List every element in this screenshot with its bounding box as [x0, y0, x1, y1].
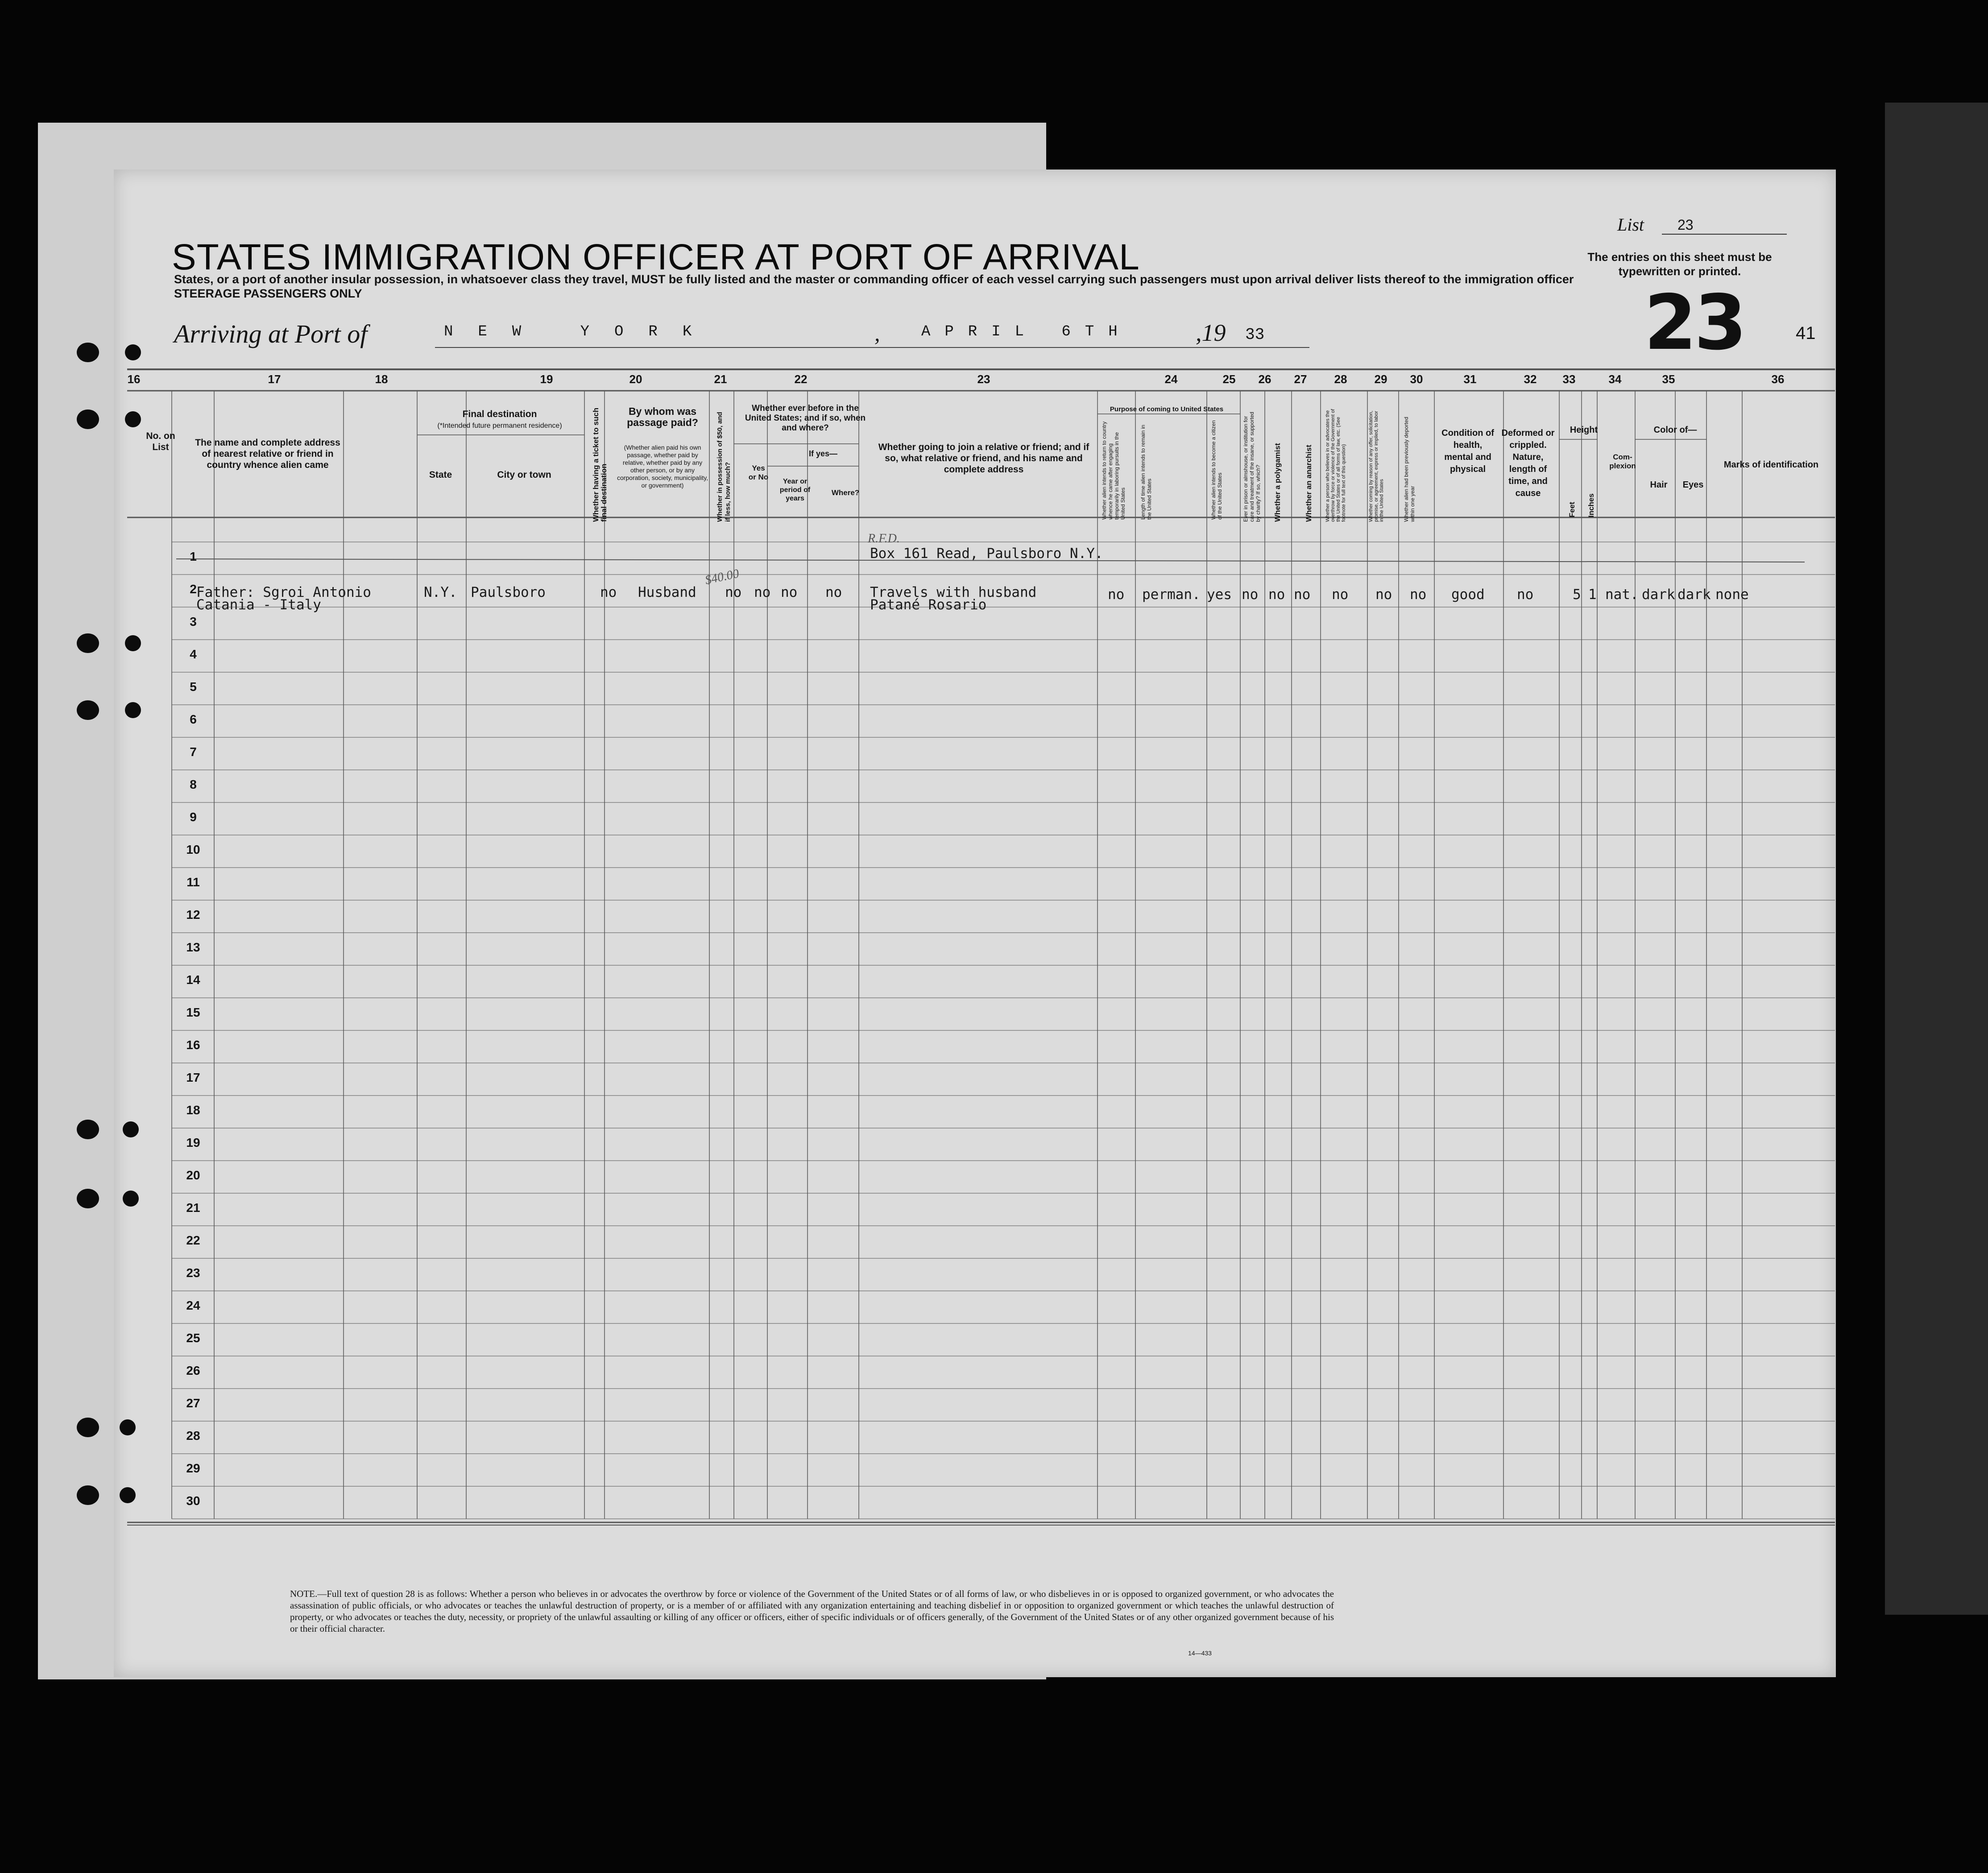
row-number: 5 — [190, 679, 197, 694]
row-number: 26 — [186, 1363, 200, 1377]
row-number: 9 — [190, 810, 197, 824]
column-number: 17 — [268, 372, 281, 386]
row-number: 18 — [186, 1103, 200, 1117]
row-number: 24 — [186, 1298, 200, 1312]
row-number: 19 — [186, 1135, 200, 1149]
row-number: 4 — [190, 647, 197, 661]
column-number: 16 — [127, 372, 141, 386]
binder-hole — [125, 411, 141, 427]
row-number: 10 — [186, 842, 200, 856]
column-number: 24 — [1164, 372, 1178, 386]
row-number: 22 — [186, 1233, 200, 1247]
eyes-value: dark — [1677, 587, 1711, 603]
passage-value: Husband — [638, 584, 696, 600]
rfd-annotation: R.F.D. — [868, 532, 900, 546]
header-ticket: Whether having a ticket to such final destination — [592, 408, 608, 522]
binder-hole — [77, 409, 99, 429]
purpose-length-value: perman. — [1142, 587, 1201, 603]
dest-state: N.Y. — [424, 584, 457, 600]
arrival-port: NEW YORK — [444, 323, 717, 340]
binder-hole — [120, 1419, 136, 1435]
row-number: 11 — [186, 875, 200, 889]
header-eyes: Eyes — [1682, 480, 1704, 490]
binder-hole — [77, 633, 99, 653]
row-number: 1 — [190, 549, 197, 563]
row1-address: Box 161 Read, Paulsboro N.Y. — [870, 546, 1103, 562]
column-number: 18 — [375, 372, 388, 386]
column-number: 22 — [794, 372, 808, 386]
column-number: 34 — [1608, 372, 1622, 386]
header-condition: Condition of health, mental and physical — [1441, 428, 1494, 474]
header-marks: Marks of identification — [1723, 460, 1819, 470]
column-number: 30 — [1410, 372, 1423, 386]
header-passage-paid-note: (Whether alien paid his own passage, whether paid by relative, whether paid by any other person, or by any corporation, society, municipality, or government) — [617, 444, 708, 489]
binder-hole — [77, 1418, 99, 1437]
header-purpose: Purpose of coming to United States — [1110, 405, 1224, 413]
manifest-page — [114, 170, 1836, 1677]
binder-hole — [77, 1485, 99, 1505]
row-number: 16 — [186, 1038, 200, 1052]
column-number: 31 — [1463, 372, 1477, 386]
header-possession-50: Whether in possession of $50, and if less, how much? — [716, 412, 732, 522]
adjacent-page-edge — [1885, 103, 1988, 1615]
row-number: 28 — [186, 1428, 200, 1443]
column-number: 28 — [1334, 372, 1347, 386]
header-yes-or-no: Yes or No — [748, 464, 769, 481]
row-number: 12 — [186, 907, 200, 922]
header-year-period: Year or period of years — [779, 478, 811, 502]
header-state: State — [429, 470, 452, 480]
header-joining-relative: Whether going to join a relative or friend; and if so, what relative or friend, and his name and complete address — [878, 442, 1089, 475]
joining-line1: Travels with husband — [870, 584, 1037, 600]
anarchist-value: no — [1294, 587, 1311, 603]
header-feet: Feet — [1568, 502, 1576, 517]
binder-hole — [77, 700, 99, 720]
header-city: City or town — [497, 470, 551, 480]
before-where: no — [825, 584, 842, 600]
footnote-text: NOTE.—Full text of question 28 is as follows: Whether a person who believes in or advocates the overthrow by force or violence of the Government of the United States or of all forms of law, or who disbelieves in or is opposed to organized government, or who advocates the assassination of public officials, or who advocates or teaches the unlawful destruction of property, or is a member of or affiliated with any organization entertaining and teaching disbelief in or opposition to organized government or which teaches the unlawful destruction of property, or who advocates or teaches the duty, necessity, or propriety of the unlawful assaulting or killing of any officer or officers, either of specific individuals or of officers generally, of the Government of the United States or of any other organized government because of his or their official character. — [290, 1588, 1334, 1634]
passenger-class: STEERAGE PASSENGERS ONLY — [174, 287, 362, 300]
column-number: 26 — [1258, 372, 1271, 386]
header-anarchist: Whether an anarchist — [1305, 445, 1313, 522]
arrival-date: APRIL 6TH — [921, 323, 1132, 340]
page-number: 41 — [1796, 323, 1816, 343]
binder-hole — [125, 702, 141, 718]
complexion-value: nat. — [1605, 587, 1639, 603]
binder-hole — [125, 635, 141, 651]
arrival-comma: , — [874, 321, 880, 346]
column-number: 32 — [1524, 372, 1537, 386]
column-number: 23 — [977, 372, 990, 386]
header-purpose-citizen: Whether alien intends to become a citizen of the United States — [1210, 420, 1223, 520]
header-color-of: Color of— — [1653, 425, 1697, 435]
row-number: 27 — [186, 1396, 200, 1410]
header-deformed: Deformed or crippled. Nature, length of time, and cause — [1501, 428, 1555, 498]
arriving-label: Arriving at Port of — [174, 319, 368, 348]
binder-hole — [125, 344, 141, 360]
polygamist-value: no — [1268, 587, 1285, 603]
relative-place: Catania - Italy — [196, 597, 321, 613]
joining-line2: Patané Rosario — [870, 597, 987, 613]
column-number: 21 — [714, 372, 727, 386]
header-height: Height — [1570, 425, 1598, 435]
row-number: 7 — [190, 744, 197, 759]
row-number: 8 — [190, 777, 197, 791]
header-if-yes: If yes— — [808, 449, 838, 458]
list-label: List — [1617, 215, 1644, 235]
column-number: 19 — [540, 372, 553, 386]
sheet-number: 23 — [1644, 279, 1744, 367]
inches-value: 1 — [1588, 587, 1597, 603]
column-number: 25 — [1222, 372, 1236, 386]
row-number: 30 — [186, 1493, 200, 1508]
overthrow-value: no — [1332, 587, 1349, 603]
possession-value: no — [725, 584, 742, 600]
feet-value: 5 — [1573, 587, 1581, 603]
header-overthrow: Whether a person who believes in or advocates the overthrow by force or violence of the Government of the United States or of all forms of law, etc. (See footnote for full text of this question) — [1325, 409, 1346, 522]
header-prison: Ever in prison or almshouse, or institution for care and treatment of the insane, or supported by charity? If so, which? — [1242, 412, 1261, 522]
header-inches: Inches — [1587, 493, 1595, 517]
relative-name: Father: Sgroi Antonio — [196, 584, 371, 600]
ticket-value: no — [600, 584, 617, 600]
row-number: 21 — [186, 1200, 200, 1215]
passage-annotation: $40.00 — [704, 566, 741, 587]
binder-hole — [123, 1121, 139, 1137]
header-coming-offer: Whether coming by reason of any offer, solicitation, promise, or agreement, express or implied, to labor in the United States — [1368, 410, 1384, 522]
binder-hole — [77, 1189, 99, 1208]
header-hair: Hair — [1650, 480, 1668, 490]
form-title: STATES IMMIGRATION OFFICER AT PORT OF ARRIVAL — [172, 237, 1140, 277]
row-number: 6 — [190, 712, 197, 726]
arrival-year-suffix: 33 — [1245, 326, 1265, 344]
deformed-value: no — [1517, 587, 1534, 603]
form-number: 14—433 — [1188, 1650, 1212, 1657]
row-number: 3 — [190, 614, 197, 628]
prison-value: no — [1242, 587, 1259, 603]
row-number: 23 — [186, 1265, 200, 1280]
header-purpose-return: Whether alien intends to return to country whence he came after engaging temporarily in laboring pursuits in the United States — [1101, 421, 1126, 520]
row-number: 13 — [186, 940, 200, 954]
header-complexion: Com-plexion — [1609, 453, 1636, 470]
header-before-in-us: Whether ever before in the United States; and if so, when and where? — [745, 404, 866, 433]
header-final-destination-note: (*Intended future permanent residence) — [437, 422, 562, 430]
before-yes-no: no — [754, 584, 771, 600]
binder-hole — [77, 1120, 99, 1139]
before-year: no — [781, 584, 798, 600]
header-relative-address: The name and complete address of nearest relative or friend in country whence alien came — [195, 438, 340, 470]
row-number: 15 — [186, 1005, 200, 1019]
header-purpose-length: Length of time alien intends to remain in the United States — [1140, 425, 1152, 520]
arrival-year-prefix: ,19 — [1196, 319, 1226, 346]
column-number: 35 — [1662, 372, 1675, 386]
column-number: 33 — [1562, 372, 1576, 386]
header-no-on-list: No. on List — [146, 431, 175, 452]
entries-note: The entries on this sheet must be typewritten or printed. — [1587, 250, 1772, 278]
list-number: 23 — [1677, 217, 1694, 233]
row-number: 14 — [186, 972, 200, 987]
binder-hole — [120, 1487, 136, 1503]
header-polygamist: Whether a polygamist — [1273, 443, 1282, 522]
deported-value: no — [1410, 587, 1427, 603]
form-instructions: States, or a port of another insular possession, in whatsoever class they travel, MUST be fully listed and the master or commanding officer of each vessel carrying such passengers must upon arrival deliver lists thereof to the immigration officer STEERAGE PASSENGERS ONLY — [174, 272, 1646, 301]
offer-value: no — [1375, 587, 1392, 603]
column-number: 29 — [1374, 372, 1387, 386]
header-final-destination: Final destination — [462, 409, 537, 419]
row-number: 25 — [186, 1331, 200, 1345]
purpose-citizen-value: yes — [1207, 587, 1232, 603]
row-number: 20 — [186, 1168, 200, 1182]
column-number: 27 — [1294, 372, 1307, 386]
header-deported: Whether alien had been previously deported within one year — [1403, 417, 1416, 522]
row-number: 29 — [186, 1461, 200, 1475]
hair-value: dark — [1642, 587, 1675, 603]
column-number: 20 — [629, 372, 642, 386]
condition-value: good — [1451, 587, 1485, 603]
header-passage-paid: By whom was passage paid? — [627, 405, 698, 428]
row-number: 2 — [190, 582, 197, 596]
binder-hole — [77, 343, 99, 362]
binder-hole — [123, 1191, 139, 1207]
row-number: 17 — [186, 1070, 200, 1084]
dest-city: Paulsboro — [471, 584, 546, 600]
marks-value: none — [1715, 587, 1749, 603]
manifest-grid — [114, 170, 1836, 1677]
purpose-return-value: no — [1108, 587, 1125, 603]
column-number: 36 — [1771, 372, 1785, 386]
header-where: Where? — [831, 488, 860, 497]
